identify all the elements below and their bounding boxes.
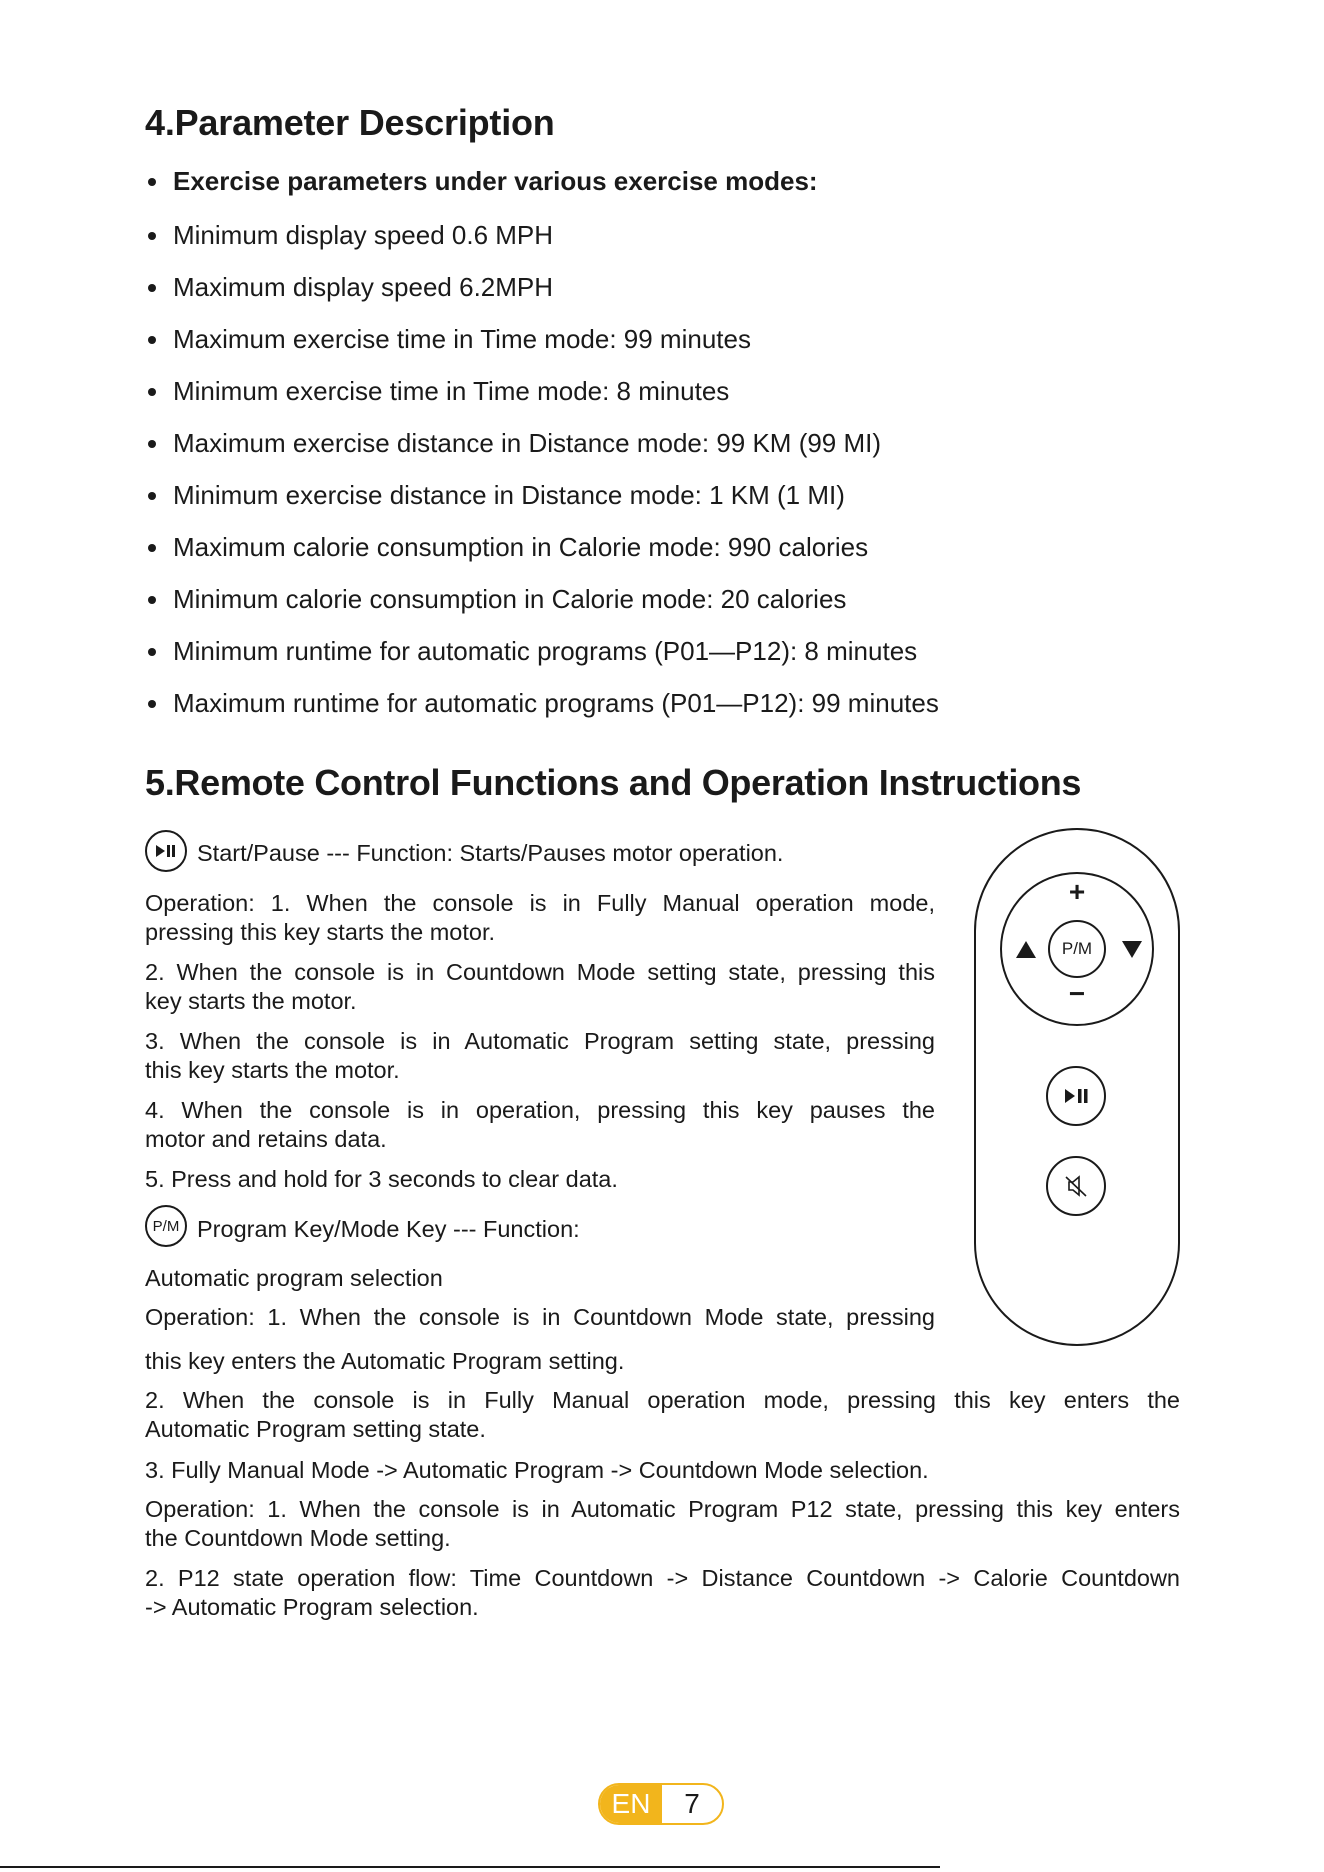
- program-mode-op1-line1: Operation: 1. When the console is in Countdown Mode state, pressing: [145, 1304, 935, 1330]
- start-pause-op2-line2: key starts the motor.: [145, 988, 357, 1014]
- mute-icon: [1046, 1156, 1106, 1216]
- plus-icon: +: [1068, 876, 1086, 907]
- list-item: Maximum runtime for automatic programs (P01—P12): 99 minutes: [145, 688, 939, 718]
- list-item: Minimum runtime for automatic programs (P01—P12): 8 minutes: [145, 636, 939, 666]
- program-mode-op2-line1: 2. When the console is in Fully Manual operation mode, pressing this key enters the: [145, 1387, 1180, 1413]
- program-mode-op3: 3. Fully Manual Mode -> Automatic Program -> Countdown Mode selection.: [145, 1457, 929, 1483]
- list-item: Minimum calorie consumption in Calorie mode: 20 calories: [145, 584, 939, 614]
- list-item: Exercise parameters under various exercise modes:: [145, 166, 939, 196]
- bottom-divider: [0, 1866, 940, 1868]
- start-pause-op2-line1: 2. When the console is in Countdown Mode setting state, pressing this: [145, 959, 935, 985]
- parameter-list: [145, 166, 939, 740]
- start-pause-op4-line2: motor and retains data.: [145, 1126, 387, 1152]
- language-label: EN: [600, 1785, 662, 1823]
- list-item: Maximum display speed 6.2MPH: [145, 272, 939, 302]
- start-pause-op1-line2: pressing this key starts the motor.: [145, 919, 496, 945]
- program-mode-op4-line1: Operation: 1. When the console is in Automatic Program P12 state, pressing this key enters: [145, 1496, 1180, 1522]
- list-item: Minimum display speed 0.6 MPH: [145, 220, 939, 250]
- program-mode-op5-line2: -> Automatic Program selection.: [145, 1594, 479, 1620]
- list-item: Maximum exercise time in Time mode: 99 minutes: [145, 324, 939, 354]
- start-pause-op5: 5. Press and hold for 3 seconds to clear data.: [145, 1166, 618, 1192]
- page-tag: [598, 1783, 724, 1825]
- remote-play-pause-icon: [1046, 1066, 1106, 1126]
- direction-pad: [1000, 872, 1154, 1026]
- program-mode-op4-line2: the Countdown Mode setting.: [145, 1525, 451, 1551]
- start-pause-op1-line1: Operation: 1. When the console is in Fully Manual operation mode,: [145, 890, 935, 916]
- list-item: Maximum calorie consumption in Calorie mode: 990 calories: [145, 532, 939, 562]
- play-pause-icon: [145, 830, 187, 872]
- section-5-title: 5.Remote Control Functions and Operation Instructions: [145, 762, 1082, 803]
- minus-icon: −: [1068, 978, 1086, 1009]
- program-mode-key-icon: P/M: [145, 1205, 187, 1247]
- program-mode-op5-line1: 2. P12 state operation flow: Time Countdown -> Distance Countdown -> Calorie Countdown: [145, 1565, 1180, 1591]
- down-arrow-icon: [1122, 941, 1142, 958]
- page-number: 7: [684, 1788, 700, 1819]
- program-mode-op1-line2: this key enters the Automatic Program setting.: [145, 1348, 625, 1374]
- list-item: Minimum exercise distance in Distance mode: 1 KM (1 MI): [145, 480, 939, 510]
- section-4-title: 4.Parameter Description: [145, 102, 555, 143]
- start-pause-op3-line1: 3. When the console is in Automatic Program setting state, pressing: [145, 1028, 935, 1054]
- pm-button: P/M: [1048, 920, 1106, 978]
- list-item: Minimum exercise time in Time mode: 8 minutes: [145, 376, 939, 406]
- start-pause-op4-line1: 4. When the console is in operation, pressing this key pauses the: [145, 1097, 935, 1123]
- list-item: Maximum exercise distance in Distance mode: 99 KM (99 MI): [145, 428, 939, 458]
- program-mode-heading: Program Key/Mode Key --- Function:: [197, 1216, 580, 1242]
- start-pause-heading: Start/Pause --- Function: Starts/Pauses motor operation.: [197, 840, 784, 866]
- program-mode-op2-line2: Automatic Program setting state.: [145, 1416, 486, 1442]
- up-arrow-icon: [1016, 941, 1036, 958]
- remote-control-illustration: [974, 828, 1180, 1346]
- start-pause-op3-line2: this key starts the motor.: [145, 1057, 400, 1083]
- program-selection-text: Automatic program selection: [145, 1265, 443, 1291]
